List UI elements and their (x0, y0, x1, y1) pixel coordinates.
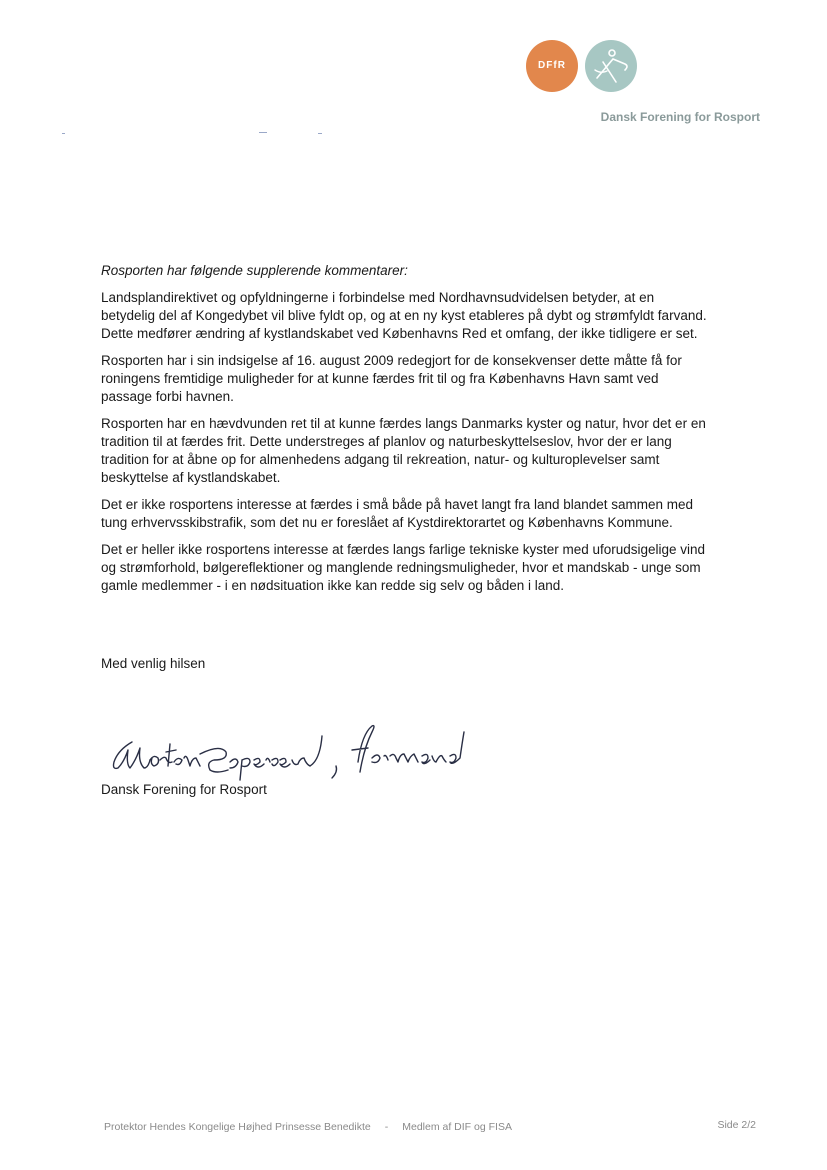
handwritten-signature (110, 714, 480, 786)
text-line: gamle medlemmer - i en nødsituation ikke kan redde sig selv og båden i land. (101, 578, 564, 593)
text-line: tradition for at åbne op for almenhedens adgang til rekreation, natur- og kulturoplevelser samt (101, 452, 660, 467)
text-line: tradition til at færdes frit. Dette understreges af planlov og naturbeskyttelseslov, hvor der er lang (101, 434, 672, 449)
text-line: passage forbi havnen. (101, 389, 234, 404)
text-line: Rosporten har i sin indsigelse af 16. august 2009 redegjort for de konsekvenser dette måtte få for (101, 353, 682, 368)
scan-speck (259, 132, 267, 133)
paragraph (101, 352, 741, 406)
letter-intro: Rosporten har følgende supplerende kommentarer: (101, 263, 408, 278)
text-line: betydelig del af Kongedybet vil blive fyldt op, og at en ny kyst etableres på dybt og strømfyldt farvand. (101, 308, 707, 323)
footer-patron: Protektor Hendes Kongelige Højhed Prinsesse Benedikte (104, 1121, 371, 1133)
header-org-name: Dansk Forening for Rosport (600, 110, 760, 124)
scan-speck (318, 133, 322, 134)
closing-greeting: Med venlig hilsen (101, 656, 206, 671)
logo-text: DFfR (538, 60, 566, 71)
text-line: tung erhvervsskibstrafik, som det nu er foreslået af Kystdirektorartet og Københavns Kommune. (101, 515, 673, 530)
footer-membership: Medlem af DIF og FISA (402, 1121, 512, 1133)
logo-group (526, 40, 641, 95)
rower-icon (585, 40, 637, 92)
text-line: Landsplandirektivet og opfyldningerne i forbindelse med Nordhavnsudvidelsen betyder, at en (101, 290, 655, 305)
text-line: og strømforhold, bølgereflektioner og manglende redningsmuligheder, hvor et mandskab - unge som (101, 560, 701, 575)
text-line: roningens fremtidige muligheder for at kunne færdes frit til og fra Københavns Havn samt ved (101, 371, 659, 386)
paragraph (101, 496, 741, 532)
text-line: Dette medfører ændring af kystlandskabet ved Københavns Red et omfang, der ikke tidligere er set. (101, 326, 698, 341)
text-line: beskyttelse af kystlandskabet. (101, 470, 281, 485)
footer-separator: - (384, 1121, 389, 1133)
text-line: Det er ikke rosportens interesse at færdes i små både på havet langt fra land blandet sammen med (101, 497, 694, 512)
text-line: Rosporten har en hævdvunden ret til at kunne færdes langs Danmarks kyster og natur, hvor det er en (101, 416, 706, 431)
paragraph (101, 541, 741, 595)
dffr-logo (526, 40, 578, 92)
text-line: Det er heller ikke rosportens interesse at færdes langs farlige tekniske kyster med uforudsigelige vind (101, 542, 706, 557)
paragraph (101, 415, 741, 487)
paragraph (101, 289, 741, 343)
letter-body (101, 289, 741, 604)
page-number: Side 2/2 (717, 1119, 756, 1131)
signer-name: Dansk Forening for Rosport (101, 782, 267, 797)
scan-speck (62, 133, 65, 134)
footer (104, 1121, 512, 1133)
